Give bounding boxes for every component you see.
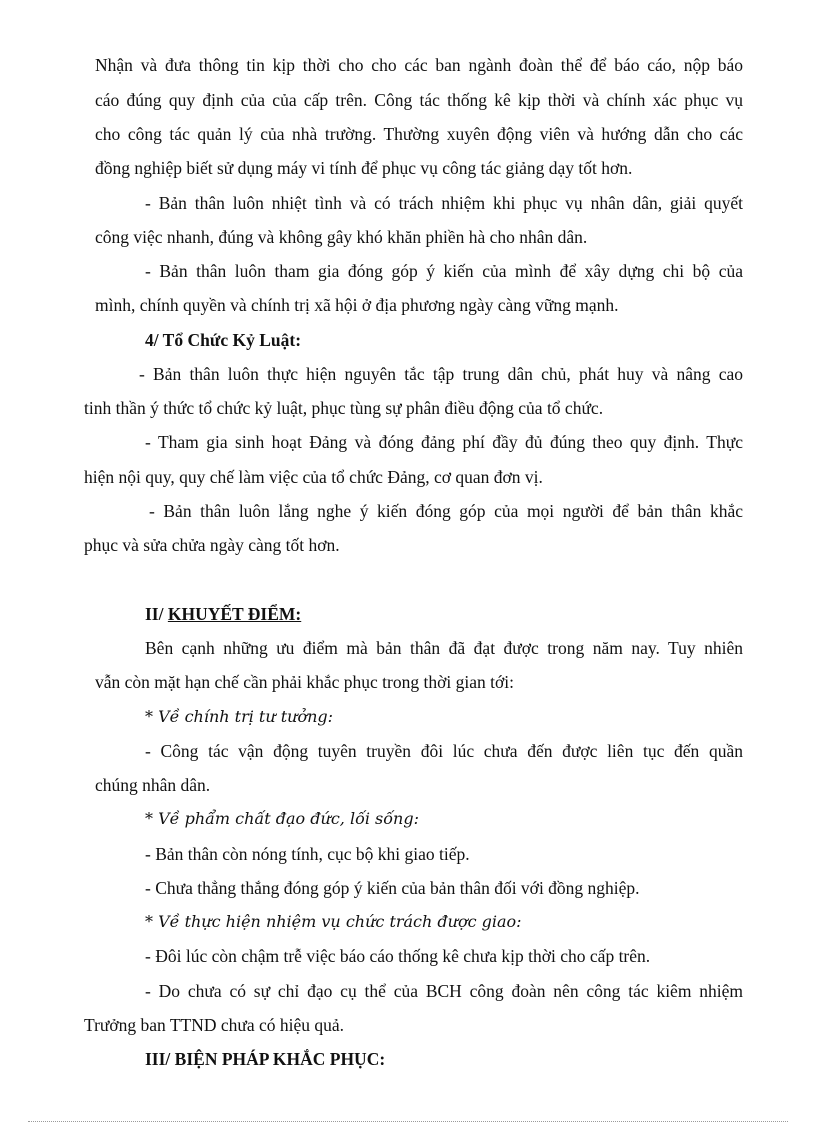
subheading: * Về thực hiện nhiệm vụ chức trách được giao: — [145, 912, 522, 931]
text-line: - Đôi lúc còn chậm trễ việc báo cáo thống kê chưa kịp thời cho cấp trên. — [145, 946, 651, 966]
text-line: mình, chính quyền và chính trị xã hội ở địa phương ngày càng vững mạnh. — [95, 295, 619, 315]
page-bottom-rule — [28, 1121, 788, 1122]
text-line: phục và sửa chửa ngày càng tốt hơn. — [84, 535, 340, 555]
text-line: - Bản thân còn nóng tính, cục bộ khi giao tiếp. — [145, 844, 470, 864]
text-line: công việc nhanh, đúng và không gây khó khăn phiền hà cho nhân dân. — [95, 227, 588, 247]
text-line: vẫn còn mặt hạn chế cần phải khắc phục trong thời gian tới: — [95, 672, 514, 692]
text-line: - Tham gia sinh hoạt Đảng và đóng đảng phí đầy đủ đúng theo quy định. Thực — [145, 432, 743, 452]
section-heading — [145, 603, 301, 625]
text-line: đồng nghiệp biết sử dụng máy vi tính để phục vụ công tác giảng dạy tốt hơn. — [95, 158, 633, 178]
text-line: - Chưa thẳng thắng đóng góp ý kiến của bản thân đối với đồng nghiệp. — [145, 878, 640, 898]
text-line: tinh thần ý thức tổ chức kỷ luật, phục tùng sự phân điều động của tổ chức. — [84, 398, 604, 418]
subheading: * Về phẩm chất đạo đức, lối sống: — [145, 809, 419, 828]
section-heading: 4/ Tổ Chức Kỷ Luật: — [145, 330, 302, 350]
text-line: - Do chưa có sự chỉ đạo cụ thể của BCH công đoàn nên công tác kiêm nhiệm — [145, 981, 743, 1001]
text-line: cho công tác quản lý của nhà trường. Thường xuyên động viên và hướng dẫn cho các — [95, 124, 743, 144]
text-line: - Bản thân luôn tham gia đóng góp ý kiến của mình để xây dựng chi bộ của — [145, 261, 743, 281]
text-line: hiện nội quy, quy chế làm việc của tổ chức Đảng, cơ quan đơn vị. — [84, 467, 543, 487]
section-number: II/ — [145, 604, 168, 624]
text-line: - Bản thân luôn nhiệt tình và có trách nhiệm khi phục vụ nhân dân, giải quyết — [145, 193, 743, 213]
text-line: - Bản thân luôn thực hiện nguyên tắc tập trung dân chủ, phát huy và nâng cao — [139, 364, 743, 384]
text-line: Nhận và đưa thông tin kịp thời cho cho các ban ngành đoàn thể để báo cáo, nộp báo — [95, 55, 743, 75]
text-line: Bên cạnh những ưu điểm mà bản thân đã đạt được trong năm nay. Tuy nhiên — [145, 638, 743, 658]
section-title: KHUYẾT ĐIỂM: — [167, 604, 302, 624]
text-line: - Bản thân luôn lắng nghe ý kiến đóng góp của mọi người để bản thân khắc — [149, 501, 743, 521]
subheading: * Về chính trị tư tưởng: — [145, 707, 334, 726]
text-line: cáo đúng quy định của của cấp trên. Công tác thống kê kịp thời và chính xác phục vụ — [95, 90, 743, 110]
text-line: Trưởng ban TTND chưa có hiệu quả. — [84, 1015, 345, 1035]
section-heading: III/ BIỆN PHÁP KHẮC PHỤC: — [145, 1049, 386, 1069]
text-line: - Công tác vận động tuyên truyền đôi lúc chưa đến được liên tục đến quần — [145, 741, 743, 761]
text-line: chúng nhân dân. — [95, 775, 211, 795]
